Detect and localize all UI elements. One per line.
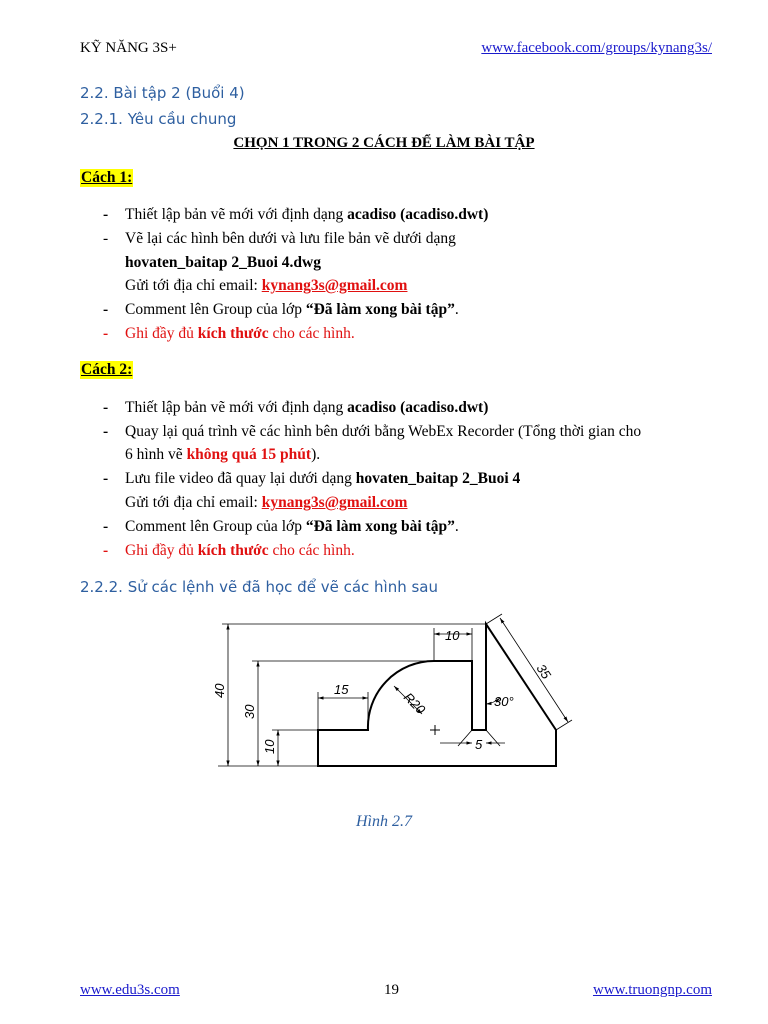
method2-email-line: Gửi tới địa chỉ email: kynang3s@gmail.com (125, 494, 408, 511)
method1-email-line: Gửi tới địa chỉ email: kynang3s@gmail.com (125, 277, 408, 294)
method1-title: Cách 1: (81, 169, 133, 186)
header-facebook-link[interactable]: www.facebook.com/groups/kynang3s/ (481, 40, 712, 56)
method1-filename: hovaten_baitap 2_Buoi 4.dwg (125, 254, 321, 271)
method2-item1: - Thiết lập bản vẽ mới với định dạng acadiso (acadiso.dwt) (103, 399, 489, 416)
dim-10-top: 10 (445, 628, 460, 643)
header-left-title: KỸ NĂNG 3S+ (80, 40, 177, 56)
footer-truongnp-link[interactable]: www.truongnp.com (592, 982, 712, 998)
section-2-2-heading: 2.2. Bài tập 2 (Buổi 4) (80, 84, 245, 102)
method2-item3: - Lưu file video đã quay lại dưới dạng hovaten_baitap 2_Buoi 4 (103, 470, 521, 487)
dim-30: 30 (242, 704, 257, 719)
figure-caption: Hình 2.7 (356, 813, 412, 830)
method2-item2: - Quay lại quá trình vẽ các hình bên dưới bằng WebEx Recorder (Tổng thời gian cho (103, 423, 642, 440)
footer-edu3s-link[interactable]: www.edu3s.com (80, 982, 180, 998)
page-number: 19 (384, 982, 399, 998)
method2-item4: - Comment lên Group của lớp “Đã làm xong bài tập”. (103, 518, 459, 535)
section-2-2-1-heading: 2.2.1. Yêu cầu chung (80, 110, 237, 128)
method1-item1: - Thiết lập bản vẽ mới với định dạng acadiso (acadiso.dwt) (103, 206, 489, 223)
dim-r20: R20 (400, 689, 429, 717)
dim-angle-30: 30° (494, 694, 514, 709)
choose-title: CHỌN 1 TRONG 2 CÁCH ĐỂ LÀM BÀI TẬP (233, 135, 535, 151)
method2-item5: - Ghi đầy đủ kích thước cho các hình. (103, 542, 355, 559)
method1-item3: - Comment lên Group của lớp “Đã làm xong bài tập”. (103, 301, 459, 318)
method2-item2-cont: 6 hình vẽ không quá 15 phút). (125, 446, 321, 463)
dim-10-left: 10 (262, 739, 277, 754)
method1-item4: - Ghi đầy đủ kích thước cho các hình. (103, 325, 355, 342)
method2-email-link[interactable]: kynang3s@gmail.com (261, 494, 408, 511)
part-outline (318, 624, 556, 766)
technical-drawing (200, 606, 590, 786)
section-2-2-2-heading: 2.2.2. Sử các lệnh vẽ đã học để vẽ các hình sau (80, 578, 439, 596)
method1-item2: - Vẽ lại các hình bên dưới và lưu file bản vẽ dưới dạng (103, 230, 456, 247)
dim-5: 5 (475, 737, 483, 752)
method1-email-link[interactable]: kynang3s@gmail.com (261, 277, 408, 294)
method2-title: Cách 2: (81, 361, 133, 378)
dim-15: 15 (334, 682, 349, 697)
dim-40: 40 (212, 683, 227, 698)
dim-35: 35 (533, 661, 555, 682)
